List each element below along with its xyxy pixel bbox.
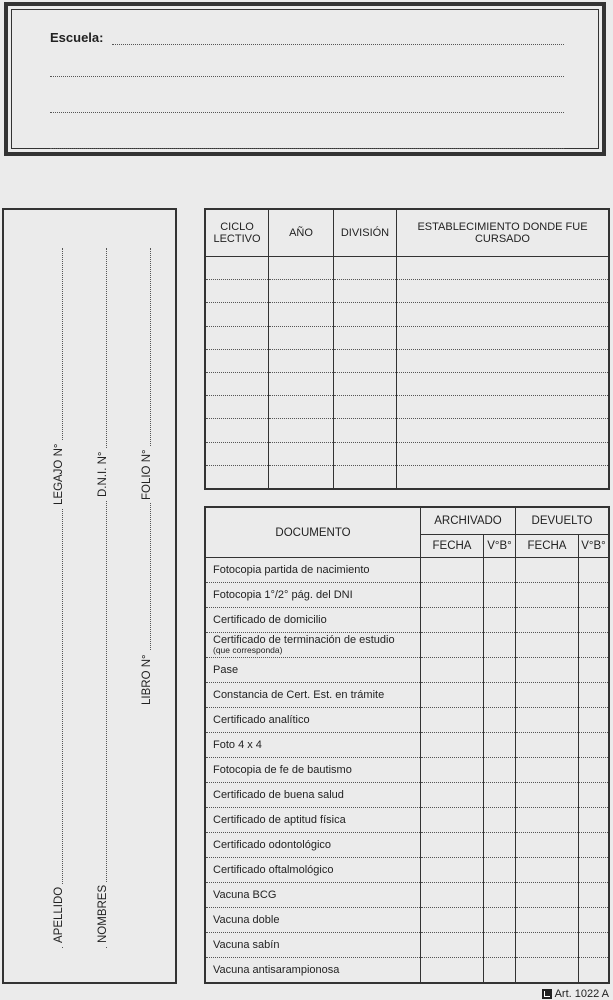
history-cell-division[interactable]: [334, 349, 397, 372]
document-cell-archivado-fecha[interactable]: [421, 733, 484, 758]
document-name: [205, 758, 421, 783]
history-row: [205, 349, 609, 372]
document-cell-devuelto-fecha[interactable]: [516, 608, 579, 633]
history-cell-ciclo[interactable]: [205, 280, 269, 303]
document-cell-archivado-vb[interactable]: [484, 858, 516, 883]
document-label: Vacuna antisarampionosa: [213, 963, 340, 976]
document-cell-archivado-vb[interactable]: [484, 583, 516, 608]
history-cell-division[interactable]: [334, 303, 397, 326]
document-cell-archivado-fecha[interactable]: [421, 908, 484, 933]
header-establecimiento: ESTABLECIMIENTO DONDE FUE CURSADO: [397, 209, 610, 257]
document-cell-devuelto-fecha[interactable]: [516, 908, 579, 933]
history-cell-anio[interactable]: [269, 257, 334, 280]
header-devuelto: DEVUELTO: [516, 507, 610, 535]
header-devuelto-vb: V°B°: [579, 535, 610, 558]
document-label: Foto 4 x 4: [213, 738, 262, 751]
document-name: [205, 783, 421, 808]
dni-label: D.N.I. N°: [97, 449, 109, 501]
history-cell-ciclo[interactable]: [205, 465, 269, 489]
document-name: [205, 708, 421, 733]
history-row: [205, 303, 609, 326]
document-row: [205, 833, 609, 858]
history-cell-establecimiento[interactable]: [397, 349, 610, 372]
document-label: Pase: [213, 663, 239, 676]
document-name: [205, 883, 421, 908]
document-cell-devuelto-vb[interactable]: [579, 608, 610, 633]
history-cell-division[interactable]: [334, 442, 397, 465]
document-cell-archivado-vb[interactable]: [484, 808, 516, 833]
history-cell-division[interactable]: [334, 257, 397, 280]
document-cell-archivado-vb[interactable]: [484, 783, 516, 808]
document-label: Vacuna doble: [213, 913, 280, 926]
history-cell-anio[interactable]: [269, 396, 334, 419]
history-cell-establecimiento[interactable]: [397, 419, 610, 442]
document-cell-devuelto-fecha[interactable]: [516, 833, 579, 858]
document-cell-archivado-fecha[interactable]: [421, 783, 484, 808]
history-cell-ciclo[interactable]: [205, 257, 269, 280]
document-cell-devuelto-fecha[interactable]: [516, 583, 579, 608]
document-row: [205, 633, 609, 658]
document-label: Certificado de buena salud: [213, 788, 344, 801]
article-code: Art. 1022 A: [554, 988, 609, 1000]
document-label: Vacuna sabín: [213, 938, 280, 951]
history-row: [205, 280, 609, 303]
document-cell-archivado-fecha[interactable]: [421, 883, 484, 908]
document-label: Fotocopia de fe de bautismo: [213, 763, 352, 776]
document-row: [205, 858, 609, 883]
history-cell-ciclo[interactable]: [205, 326, 269, 349]
document-cell-archivado-vb[interactable]: [484, 658, 516, 683]
document-label: Certificado analítico: [213, 713, 310, 726]
document-cell-devuelto-fecha[interactable]: [516, 558, 579, 583]
document-cell-archivado-fecha[interactable]: [421, 933, 484, 958]
document-cell-archivado-vb[interactable]: [484, 883, 516, 908]
document-name: [205, 683, 421, 708]
document-cell-devuelto-fecha[interactable]: [516, 783, 579, 808]
document-row: [205, 883, 609, 908]
document-cell-devuelto-vb[interactable]: [579, 783, 610, 808]
document-name: [205, 908, 421, 933]
document-cell-archivado-vb[interactable]: [484, 683, 516, 708]
document-cell-devuelto-vb[interactable]: [579, 958, 610, 984]
history-cell-establecimiento[interactable]: [397, 257, 610, 280]
document-name: [205, 958, 421, 984]
history-cell-division[interactable]: [334, 396, 397, 419]
document-cell-devuelto-fecha[interactable]: [516, 683, 579, 708]
document-row: [205, 558, 609, 583]
document-cell-devuelto-vb[interactable]: [579, 683, 610, 708]
publisher-logo-icon: [542, 989, 552, 999]
document-cell-devuelto-vb[interactable]: [579, 708, 610, 733]
document-name: [205, 858, 421, 883]
document-cell-archivado-fecha[interactable]: [421, 958, 484, 984]
document-cell-archivado-fecha[interactable]: [421, 683, 484, 708]
folio-label: FOLIO N°: [141, 446, 153, 503]
history-cell-establecimiento[interactable]: [397, 396, 610, 419]
header-documento: DOCUMENTO: [205, 507, 421, 558]
history-cell-division[interactable]: [334, 326, 397, 349]
document-cell-devuelto-vb[interactable]: [579, 933, 610, 958]
document-cell-devuelto-vb[interactable]: [579, 833, 610, 858]
document-name: [205, 933, 421, 958]
history-cell-division[interactable]: [334, 465, 397, 489]
documents-table: [204, 506, 610, 984]
document-cell-devuelto-vb[interactable]: [579, 658, 610, 683]
history-cell-ciclo[interactable]: [205, 349, 269, 372]
document-cell-archivado-fecha[interactable]: [421, 583, 484, 608]
document-cell-devuelto-fecha[interactable]: [516, 633, 579, 658]
history-cell-establecimiento[interactable]: [397, 326, 610, 349]
document-cell-devuelto-vb[interactable]: [579, 583, 610, 608]
document-cell-devuelto-fecha[interactable]: [516, 733, 579, 758]
document-row: [205, 733, 609, 758]
document-label: Certificado odontológico: [213, 838, 332, 851]
document-cell-archivado-vb[interactable]: [484, 558, 516, 583]
document-label: Certificado de aptitud física: [213, 813, 346, 826]
document-name: [205, 658, 421, 683]
history-cell-anio[interactable]: [269, 280, 334, 303]
document-cell-archivado-vb[interactable]: [484, 933, 516, 958]
document-cell-devuelto-fecha[interactable]: [516, 808, 579, 833]
document-cell-archivado-vb[interactable]: [484, 708, 516, 733]
history-row: [205, 465, 609, 489]
document-name: [205, 808, 421, 833]
apellido-legajo-field[interactable]: [46, 248, 63, 948]
nombres-label: NOMBRES: [97, 882, 109, 946]
document-row: [205, 958, 609, 984]
document-cell-devuelto-fecha[interactable]: [516, 658, 579, 683]
document-cell-devuelto-fecha[interactable]: [516, 958, 579, 984]
document-name: [205, 633, 421, 658]
history-header-row: [205, 209, 609, 257]
document-cell-archivado-fecha[interactable]: [421, 808, 484, 833]
apellido-label: APELLIDO: [53, 884, 65, 946]
history-cell-establecimiento[interactable]: [397, 372, 610, 395]
document-cell-archivado-vb[interactable]: [484, 958, 516, 984]
header-devuelto-fecha: FECHA: [516, 535, 579, 558]
document-row: [205, 808, 609, 833]
student-id-panel: [2, 208, 177, 984]
document-row: [205, 933, 609, 958]
document-cell-devuelto-fecha[interactable]: [516, 933, 579, 958]
history-cell-anio[interactable]: [269, 419, 334, 442]
header-archivado: ARCHIVADO: [421, 507, 516, 535]
history-cell-anio[interactable]: [269, 349, 334, 372]
history-cell-anio[interactable]: [269, 372, 334, 395]
document-note: (que corresponda): [213, 645, 283, 655]
footer-code: [542, 988, 609, 1000]
document-label: Certificado de terminación de estudio: [213, 634, 395, 646]
document-cell-archivado-fecha[interactable]: [421, 608, 484, 633]
school-name-line-2[interactable]: [50, 76, 564, 77]
school-inner-frame: [11, 9, 599, 149]
document-row: [205, 658, 609, 683]
history-cell-division[interactable]: [334, 280, 397, 303]
school-label: Escuela:: [50, 30, 107, 45]
document-cell-devuelto-fecha[interactable]: [516, 708, 579, 733]
history-row: [205, 419, 609, 442]
legajo-label: LEGAJO N°: [53, 441, 65, 508]
history-cell-establecimiento[interactable]: [397, 280, 610, 303]
document-cell-archivado-fecha[interactable]: [421, 758, 484, 783]
history-cell-anio[interactable]: [269, 303, 334, 326]
header-archivado-fecha: FECHA: [421, 535, 484, 558]
document-row: [205, 758, 609, 783]
history-cell-ciclo[interactable]: [205, 372, 269, 395]
document-cell-devuelto-fecha[interactable]: [516, 758, 579, 783]
document-cell-devuelto-vb[interactable]: [579, 733, 610, 758]
document-label: Constancia de Cert. Est. en trámite: [213, 688, 385, 701]
header-division: DIVISIÓN: [334, 209, 397, 257]
school-name-line-3[interactable]: [50, 112, 564, 113]
document-cell-devuelto-vb[interactable]: [579, 808, 610, 833]
history-cell-division[interactable]: [334, 372, 397, 395]
history-row: [205, 396, 609, 419]
document-cell-archivado-fecha[interactable]: [421, 858, 484, 883]
history-cell-establecimiento[interactable]: [397, 465, 610, 489]
document-cell-archivado-fecha[interactable]: [421, 708, 484, 733]
history-cell-division[interactable]: [334, 419, 397, 442]
document-cell-devuelto-fecha[interactable]: [516, 883, 579, 908]
document-cell-archivado-vb[interactable]: [484, 608, 516, 633]
document-label: Fotocopia 1°/2° pág. del DNI: [213, 588, 353, 601]
document-cell-devuelto-vb[interactable]: [579, 908, 610, 933]
document-cell-devuelto-vb[interactable]: [579, 558, 610, 583]
document-label: Fotocopia partida de nacimiento: [213, 563, 370, 576]
document-cell-devuelto-vb[interactable]: [579, 858, 610, 883]
document-cell-devuelto-vb[interactable]: [579, 883, 610, 908]
school-box: [4, 2, 606, 156]
document-label: Certificado oftalmológico: [213, 863, 334, 876]
document-cell-archivado-vb[interactable]: [484, 733, 516, 758]
document-cell-archivado-fecha[interactable]: [421, 833, 484, 858]
document-cell-devuelto-vb[interactable]: [579, 633, 610, 658]
document-name: [205, 583, 421, 608]
history-row: [205, 326, 609, 349]
document-name: [205, 833, 421, 858]
document-name: [205, 733, 421, 758]
header-ciclo-lectivo: CICLO LECTIVO: [205, 209, 269, 257]
document-cell-archivado-vb[interactable]: [484, 833, 516, 858]
history-cell-anio[interactable]: [269, 442, 334, 465]
document-row: [205, 683, 609, 708]
document-row: [205, 608, 609, 633]
history-cell-ciclo[interactable]: [205, 419, 269, 442]
document-name: [205, 558, 421, 583]
document-row: [205, 583, 609, 608]
document-cell-archivado-fecha[interactable]: [421, 633, 484, 658]
document-cell-archivado-vb[interactable]: [484, 633, 516, 658]
document-cell-archivado-fecha[interactable]: [421, 558, 484, 583]
document-row: [205, 783, 609, 808]
document-name: [205, 608, 421, 633]
header-anio: AÑO: [269, 209, 334, 257]
history-cell-establecimiento[interactable]: [397, 442, 610, 465]
document-label: Certificado de domicilio: [213, 613, 327, 626]
document-cell-archivado-fecha[interactable]: [421, 658, 484, 683]
history-cell-ciclo[interactable]: [205, 442, 269, 465]
document-cell-archivado-vb[interactable]: [484, 758, 516, 783]
nombres-dni-field[interactable]: [90, 248, 107, 948]
history-cell-ciclo[interactable]: [205, 396, 269, 419]
document-cell-devuelto-fecha[interactable]: [516, 858, 579, 883]
header-archivado-vb: V°B°: [484, 535, 516, 558]
libro-label: LIBRO N°: [141, 651, 153, 708]
document-row: [205, 708, 609, 733]
history-cell-anio[interactable]: [269, 465, 334, 489]
school-name-line-4[interactable]: [50, 148, 564, 149]
history-row: [205, 257, 609, 280]
document-cell-archivado-vb[interactable]: [484, 908, 516, 933]
school-history-table: [204, 208, 610, 490]
document-row: [205, 908, 609, 933]
history-row: [205, 372, 609, 395]
history-cell-ciclo[interactable]: [205, 303, 269, 326]
history-cell-anio[interactable]: [269, 326, 334, 349]
docs-header-row-1: [205, 507, 609, 535]
document-cell-devuelto-vb[interactable]: [579, 758, 610, 783]
history-cell-establecimiento[interactable]: [397, 303, 610, 326]
school-name-line-1[interactable]: [112, 44, 564, 45]
history-row: [205, 442, 609, 465]
document-label: Vacuna BCG: [213, 888, 277, 901]
